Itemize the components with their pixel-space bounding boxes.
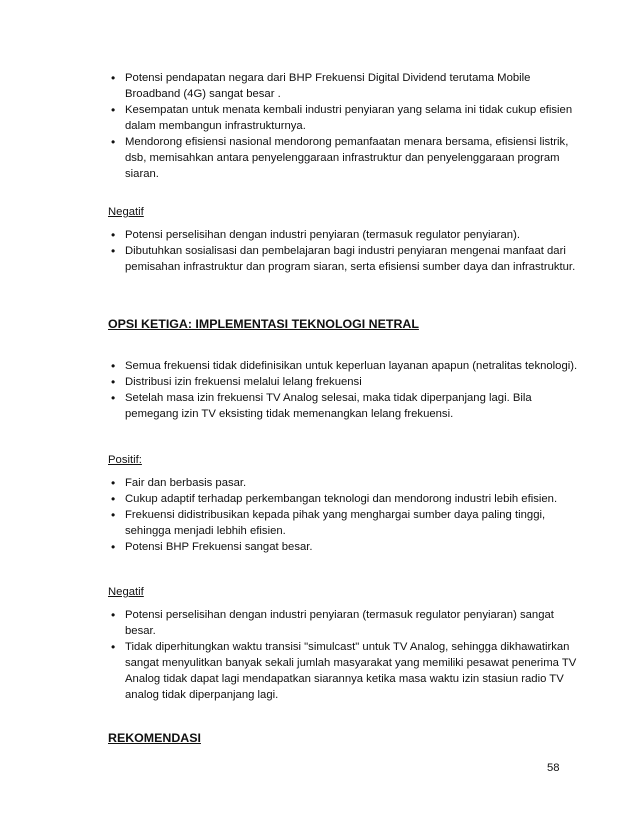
positive-list-1 (108, 70, 578, 182)
list-item: • Frekuensi didistribusikan kepada pihak yang menghargai sumber daya paling tinggi, sehingga menjadi lebhih efisien. (108, 507, 578, 539)
list-item: • Mendorong efisiensi nasional mendorong pemanfaatan menara bersama, efisiensi listrik, dsb, memisahkan antara penyelenggaraan infrastruktur dan penyelenggaraan program siaran. (108, 134, 578, 182)
negatif-label: Negatif (108, 586, 144, 598)
negatif-block-2 (108, 584, 578, 703)
opsi-ketiga-list (108, 358, 578, 422)
list-item: • Potensi BHP Frekuensi sangat besar. (108, 539, 578, 555)
list-item: • Tidak diperhitungkan waktu transisi "simulcast" untuk TV Analog, sehingga dikhawatirkan sangat menyulitkan banyak sekali jumlah masyarakat yang memiliki pesawat penerima TV Analog tidak dapat lagi mendapatkan siarannya ketika masa waktu izin stasiun radio TV analog tidak diperpanjang lagi. (108, 639, 578, 703)
list-item: • Potensi perselisihan dengan industri penyiaran (termasuk regulator penyiaran). (108, 227, 578, 243)
list-item: • Dibutuhkan sosialisasi dan pembelajaran bagi industri penyiaran mengenai manfaat dari pemisahan infrastruktur dan program siaran, serta efisiensi sumber daya dan infrastruktur. (108, 243, 578, 275)
list-item: • Cukup adaptif terhadap perkembangan teknologi dan mendorong industri lebih efisien. (108, 491, 578, 507)
list-item: • Kesempatan untuk menata kembali industri penyiaran yang selama ini tidak cukup efisien dalam membangun infrastrukturnya. (108, 102, 578, 134)
list-item: • Fair dan berbasis pasar. (108, 475, 578, 491)
section-heading-opsi-ketiga: OPSI KETIGA: IMPLEMENTASI TEKNOLOGI NETRAL (108, 317, 419, 331)
page-number: 58 (547, 762, 560, 774)
list-item: • Distribusi izin frekuensi melalui lelang frekuensi (108, 374, 578, 390)
section-heading-rekomendasi: REKOMENDASI (108, 731, 201, 745)
list-item: • Semua frekuensi tidak didefinisikan untuk keperluan layanan apapun (netralitas teknologi). (108, 358, 578, 374)
list-item: • Potensi perselisihan dengan industri penyiaran (termasuk regulator penyiaran) sangat besar. (108, 607, 578, 639)
list-item: • Potensi pendapatan negara dari BHP Frekuensi Digital Dividend terutama Mobile Broadband (4G) sangat besar . (108, 70, 578, 102)
list-item: • Setelah masa izin frekuensi TV Analog selesai, maka tidak diperpanjang lagi. Bila pemegang izin TV eksisting tidak memenangkan lelang frekuensi. (108, 390, 578, 422)
negatif-block-1 (108, 204, 578, 275)
negatif-label: Negatif (108, 206, 144, 218)
positif-label: Positif: (108, 454, 142, 466)
positif-block (108, 452, 578, 555)
